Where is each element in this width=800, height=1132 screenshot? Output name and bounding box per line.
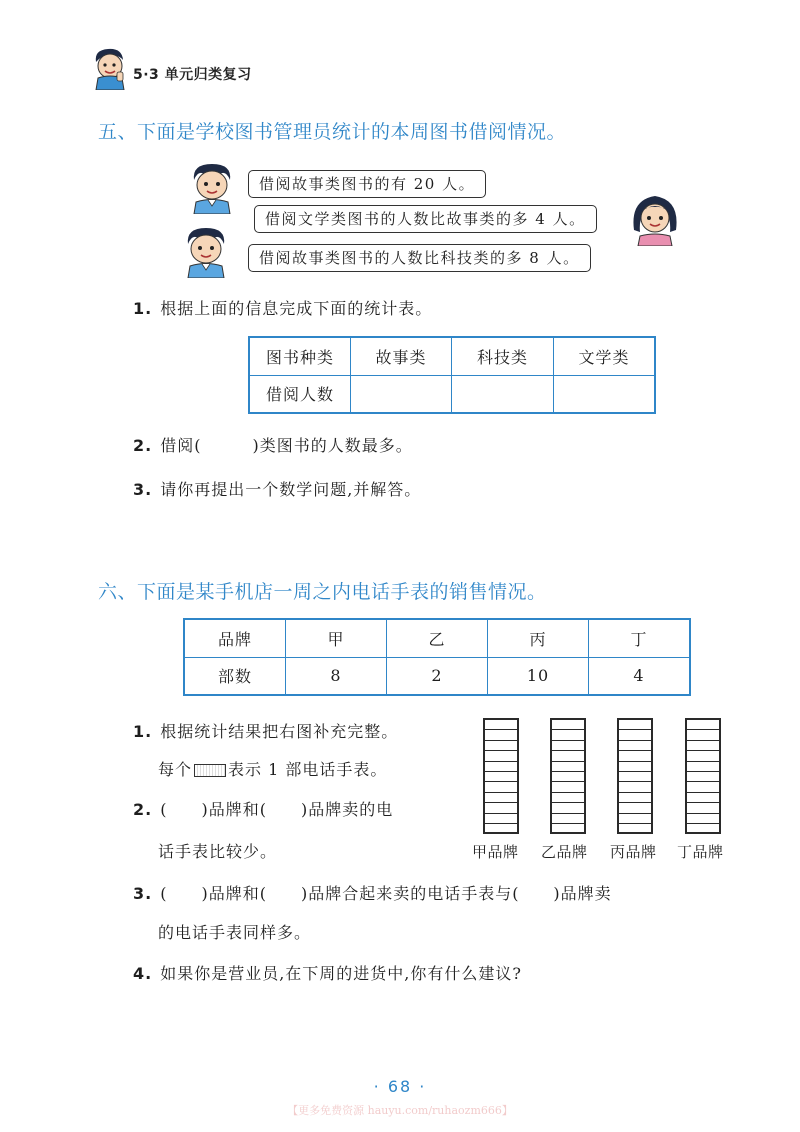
boy-avatar-1-icon bbox=[186, 160, 238, 214]
s5-question-2 bbox=[133, 433, 413, 456]
speech-bubble-3: 借阅故事类图书的人数比科技类的多 8 人。 bbox=[248, 244, 591, 272]
table-header-cell: 丁 bbox=[589, 619, 691, 657]
header-label: 5·3 单元归类复习 bbox=[133, 67, 252, 83]
grid-cell[interactable] bbox=[619, 762, 651, 772]
grid-cell[interactable] bbox=[687, 730, 719, 740]
grid-cell[interactable] bbox=[619, 782, 651, 792]
s6-q3-line1: ( )品牌和( )品牌合起来卖的电话手表与( )品牌卖 bbox=[160, 884, 612, 903]
s5-q3-number: 3. bbox=[133, 480, 153, 499]
s5-q2-text: 借阅( )类图书的人数最多。 bbox=[160, 436, 413, 455]
chart-label-yi: 乙品牌 bbox=[541, 843, 588, 861]
table-header-cell: 图书种类 bbox=[249, 337, 351, 375]
chart-label-ding: 丁品牌 bbox=[677, 843, 724, 861]
grid-column-yi[interactable] bbox=[550, 718, 586, 834]
grid-cell[interactable] bbox=[619, 772, 651, 782]
grid-cell[interactable] bbox=[485, 772, 517, 782]
s5-q2-number: 2. bbox=[133, 436, 153, 455]
s6-q1-number: 1. bbox=[133, 722, 153, 741]
grid-cell[interactable] bbox=[619, 793, 651, 803]
grid-cell[interactable] bbox=[485, 762, 517, 772]
s6-q2-number: 2. bbox=[133, 800, 153, 819]
grid-cell[interactable] bbox=[619, 814, 651, 824]
s5-q1-number: 1. bbox=[133, 299, 153, 318]
s6-question-2 bbox=[133, 797, 393, 820]
s6-q1-line2a: 每个 bbox=[158, 760, 193, 779]
mascot-icon bbox=[90, 46, 130, 90]
grid-cell[interactable] bbox=[485, 741, 517, 751]
boy-avatar-2-icon bbox=[180, 224, 232, 278]
table-cell: 4 bbox=[589, 657, 691, 695]
footer-watermark: 【更多免费资源 hauyu.com/ruhaozm666】 bbox=[287, 1104, 513, 1117]
grid-cell[interactable] bbox=[619, 751, 651, 761]
grid-cell[interactable] bbox=[687, 793, 719, 803]
grid-cell[interactable] bbox=[485, 751, 517, 761]
answer-cell-story[interactable] bbox=[351, 375, 452, 413]
s6-question-1-line2 bbox=[158, 757, 387, 780]
watch-sales-table bbox=[183, 618, 691, 696]
grid-cell[interactable] bbox=[485, 782, 517, 792]
cell-symbol-icon bbox=[194, 764, 226, 777]
table-header-row bbox=[249, 337, 655, 375]
grid-cell[interactable] bbox=[687, 814, 719, 824]
grid-cell[interactable] bbox=[619, 741, 651, 751]
grid-cell[interactable] bbox=[687, 751, 719, 761]
grid-cell[interactable] bbox=[687, 772, 719, 782]
grid-cell[interactable] bbox=[552, 730, 584, 740]
grid-cell[interactable] bbox=[552, 741, 584, 751]
chart-label-bing: 丙品牌 bbox=[610, 843, 657, 861]
grid-cell[interactable] bbox=[687, 824, 719, 834]
grid-cell[interactable] bbox=[619, 803, 651, 813]
chart-label-jia: 甲品牌 bbox=[472, 843, 519, 861]
grid-cell[interactable] bbox=[485, 824, 517, 834]
table-row bbox=[249, 375, 655, 413]
table-header-cell: 故事类 bbox=[351, 337, 452, 375]
grid-column-ding[interactable] bbox=[685, 718, 721, 834]
grid-cell[interactable] bbox=[552, 824, 584, 834]
table-header-cell: 品牌 bbox=[184, 619, 286, 657]
grid-cell[interactable] bbox=[687, 762, 719, 772]
girl-avatar-icon bbox=[628, 190, 682, 246]
s5-question-3 bbox=[133, 477, 421, 500]
s6-question-4 bbox=[133, 961, 522, 984]
grid-cell[interactable] bbox=[485, 814, 517, 824]
grid-cell[interactable] bbox=[687, 741, 719, 751]
grid-cell[interactable] bbox=[552, 793, 584, 803]
s6-question-3 bbox=[133, 881, 612, 904]
grid-cell[interactable] bbox=[485, 803, 517, 813]
table-row bbox=[184, 657, 690, 695]
grid-cell[interactable] bbox=[552, 814, 584, 824]
s6-q2-line2: 话手表比较少。 bbox=[158, 842, 278, 861]
s6-q2-line1: ( )品牌和( )品牌卖的电 bbox=[160, 800, 394, 819]
grid-cell[interactable] bbox=[687, 782, 719, 792]
table-header-cell: 科技类 bbox=[452, 337, 554, 375]
grid-cell[interactable] bbox=[687, 720, 719, 730]
section5-title: 五、下面是学校图书管理员统计的本周图书借阅情况。 bbox=[98, 121, 567, 143]
s6-question-1 bbox=[133, 719, 398, 742]
s6-q3-line2: 的电话手表同样多。 bbox=[158, 923, 312, 942]
grid-cell[interactable] bbox=[619, 730, 651, 740]
grid-cell[interactable] bbox=[687, 803, 719, 813]
s6-q3-number: 3. bbox=[133, 884, 153, 903]
s6-q1-line1: 根据统计结果把右图补充完整。 bbox=[160, 722, 399, 741]
grid-cell[interactable] bbox=[552, 762, 584, 772]
grid-cell[interactable] bbox=[485, 730, 517, 740]
grid-cell[interactable] bbox=[552, 720, 584, 730]
s5-q1-text: 根据上面的信息完成下面的统计表。 bbox=[160, 299, 433, 318]
s6-q1-line2b: 表示 1 部电话手表。 bbox=[228, 760, 388, 779]
table-header-row bbox=[184, 619, 690, 657]
speech-bubble-2: 借阅文学类图书的人数比故事类的多 4 人。 bbox=[254, 205, 597, 233]
grid-cell[interactable] bbox=[552, 782, 584, 792]
table-row-label: 部数 bbox=[184, 657, 286, 695]
table-header-cell: 乙 bbox=[387, 619, 488, 657]
s5-q3-text: 请你再提出一个数学问题,并解答。 bbox=[160, 480, 422, 499]
table-header-cell: 文学类 bbox=[554, 337, 656, 375]
grid-cell[interactable] bbox=[485, 720, 517, 730]
section6-title: 六、下面是某手机店一周之内电话手表的销售情况。 bbox=[98, 581, 547, 603]
page-number: · 68 · bbox=[373, 1077, 427, 1096]
grid-cell[interactable] bbox=[552, 803, 584, 813]
grid-cell[interactable] bbox=[552, 751, 584, 761]
table-row-label: 借阅人数 bbox=[249, 375, 351, 413]
grid-cell[interactable] bbox=[485, 793, 517, 803]
table-cell: 8 bbox=[286, 657, 387, 695]
table-header-cell: 丙 bbox=[488, 619, 589, 657]
grid-cell[interactable] bbox=[619, 824, 651, 834]
grid-cell[interactable] bbox=[619, 720, 651, 730]
answer-cell-literature[interactable] bbox=[554, 375, 656, 413]
grid-column-bing[interactable] bbox=[617, 718, 653, 834]
grid-cell[interactable] bbox=[552, 772, 584, 782]
grid-column-jia[interactable] bbox=[483, 718, 519, 834]
table-header-cell: 甲 bbox=[286, 619, 387, 657]
table-cell: 10 bbox=[488, 657, 589, 695]
table-cell: 2 bbox=[387, 657, 488, 695]
answer-cell-science[interactable] bbox=[452, 375, 554, 413]
s6-q4-number: 4. bbox=[133, 964, 153, 983]
book-borrow-table bbox=[248, 336, 656, 414]
s5-question-1 bbox=[133, 296, 432, 319]
s6-q4-text: 如果你是营业员,在下周的进货中,你有什么建议? bbox=[160, 964, 522, 983]
speech-bubble-1: 借阅故事类图书的有 20 人。 bbox=[248, 170, 486, 198]
